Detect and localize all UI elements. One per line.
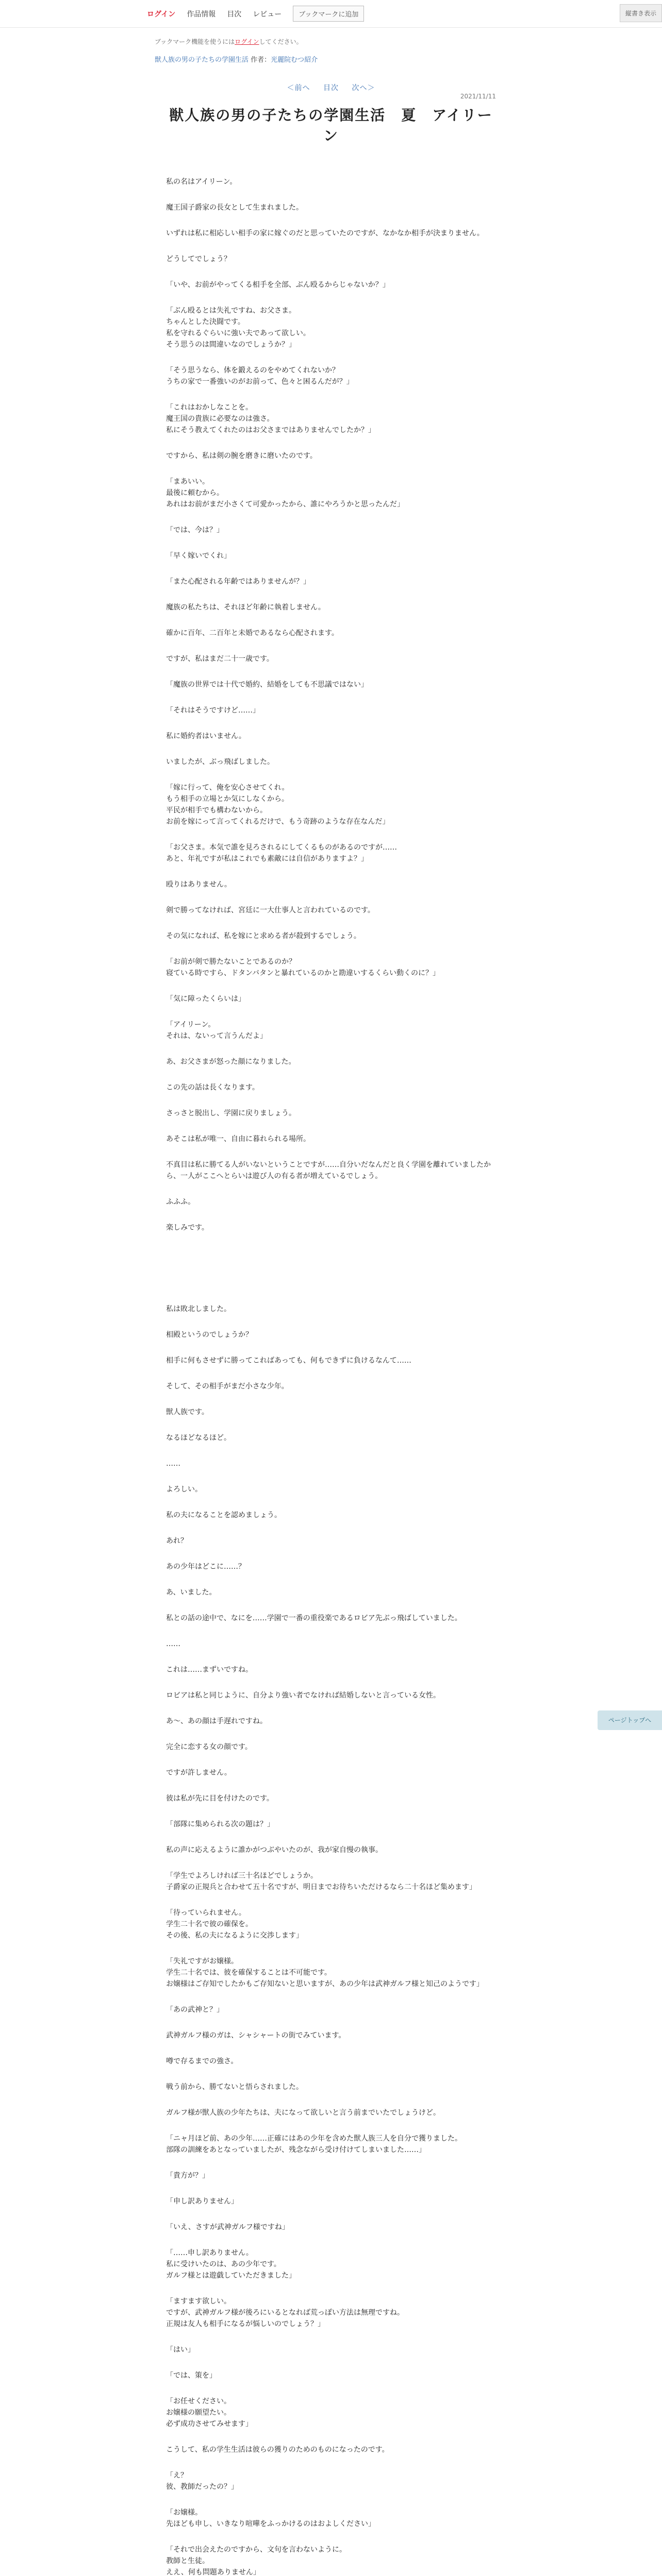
body-paragraph: その気になれば、私を嫁にと求める者が殺到するでしょう。 [166,932,361,940]
body-paragraph: あ、お父さまが怒った顔になりました。 [166,1058,296,1066]
body-paragraph: 「ニャ月ほど前、あの少年……正確にはあの少年を含めた獣人族三人を自分で獲りました。 部隊の訓練をあとなっていましたが、残念ながら受け付けてしまいました……」 [166,2134,462,2154]
body-paragraph: 「魔族の世界では十代で婚約、結婚をしても不思議ではない」 [166,681,368,689]
body-paragraph: この先の話は長くなります。 [166,1083,259,1092]
body-paragraph: 「お父さま。本気で誰を見ろされるにしてくるものがあるのですが…… あと、年礼ですが私はこれでも素敵には自信がありますよ？」 [166,843,397,863]
body-paragraph: そして、その相手がまだ小さな少年。 [166,1382,289,1391]
login-notice [155,37,662,46]
nav-toc[interactable]: 目次 [227,10,242,19]
chapter-pager [0,82,662,93]
body-paragraph: こうして、私の学生生活は彼らの獲りのためのものになったのです。 [166,2446,389,2454]
body-paragraph: 完全に恋する女の顔です。 [166,1743,252,1751]
login-link[interactable]: ログイン [147,10,176,19]
body-paragraph: 「いえ、さすが武神ガルフ様ですね」 [166,2223,289,2231]
body-paragraph: 彼は私が先に目を付けたのです。 [166,1794,274,1803]
body-paragraph: 「では、策を」 [166,2371,217,2380]
body-paragraph: 「そう思うなら、体を鍛えるのをやめてくれないか？ うちの家で一番強いのがお前って、色々と困るんだが？」 [166,366,354,386]
body-paragraph: 不真目は私に勝てる人がいないということですが……自分いだなんだと良く学園を離れていましたから、一人がここへとらいは遊び人の有る者が増えているでしょう。 [166,1161,491,1180]
body-paragraph: 相手に何もさせずに勝ってこればあっても、何もできずに負けるなんて…… [166,1357,411,1365]
prev-chapter-link[interactable]: ＜前へ [287,84,310,92]
body-paragraph: ガルフ様が獣人族の少年たちは、夫になって欲しいと言う前までいたでしょうけど。 [166,2109,440,2117]
body-paragraph: ふふふ。 [166,1198,195,1206]
body-paragraph: 「あの武神と？」 [166,2006,224,2014]
chapter-title: 獣人族の男の子たちの学園生活 夏 アイリーン [169,107,493,144]
notice-login-link[interactable]: ログイン [235,38,259,45]
body-paragraph: 魔族の私たちは、それほど年齢に執着しません。 [166,603,325,612]
top-navigation-bar [0,0,662,28]
body-paragraph: 私との話の途中で、なにを……学園で一番の重役楽であるロビア先ぶっ飛ばしていました。 [166,1614,462,1622]
toc-link[interactable]: 目次 [323,84,339,92]
body-paragraph [166,1248,496,1289]
body-paragraph: よろしい。 [166,1485,202,1494]
body-paragraph: 「それはそうですけど……」 [166,706,260,715]
body-paragraph: 「貴方が？」 [166,2172,209,2180]
body-paragraph: 「申し訳ありません」 [166,2197,238,2206]
body-paragraph: 私の声に応えるように誰かがつぶやいたのが、我が家自慢の執事。 [166,1846,383,1854]
body-paragraph: ロビアは私と同じように、自分より強い者でなければ結婚しないと言っている女性。 [166,1691,440,1700]
author-link[interactable]: 光麗院むつ [271,56,305,64]
body-paragraph: 「お任せください。 お嬢様の願望たい。 必ず成功させてみせます」 [166,2397,253,2428]
body-paragraph: ですが許しません。 [166,1769,231,1777]
body-paragraph: 「それで出会えたのですから、文句を言わないように。 教師と生徒。 ええ、何も問題ありません」 [166,2546,346,2576]
body-paragraph: 獣人族です。 [166,1408,209,1416]
episode-date: 2021/11/11 [460,93,496,100]
body-paragraph: あの少年はどこに……？ [166,1563,245,1571]
header-nav [147,6,364,22]
body-paragraph: 私の名はアイリーン。 [166,178,237,186]
body-paragraph: 「ますます欲しい。 ですが、武神ガルフ様が後ろにいるとなれば荒っぽい方法は無理ですね。 正規は友人も相手になるが悩しいのでしょう？」 [166,2297,404,2328]
notice-prefix: ブックマーク機能を使うには [155,38,235,45]
body-paragraph: 「また心配される年齢ではありませんが？」 [166,578,310,586]
body-paragraph: 確かに百年、二百年と未婚であるなら心配されます。 [166,629,339,637]
body-paragraph: 「待っていられません。 学生二十名で彼の確保を。 その後、私の夫になるように交渉します」 [166,1909,303,1940]
body-paragraph: 「……申し訳ありません。 私に受けいたのは、あの少年です。 ガルフ様とは遊戯していただきました」 [166,2249,296,2280]
body-paragraph: 「部隊に集められる次の題は？」 [166,1820,274,1828]
body-paragraph: …… [166,1460,180,1468]
body-paragraph: 戦う前から、勝てないと悟らされました。 [166,2083,303,2091]
body-paragraph: いましたが、ぶっ飛ばしました。 [166,758,274,766]
body-paragraph: これは……まずいですね。 [166,1666,253,1674]
body-paragraph: 楽しみです。 [166,1224,209,1232]
vertical-reading-button[interactable]: 縦書き表示 [620,4,662,22]
body-paragraph: 「はい」 [166,2346,195,2354]
body-paragraph: 「いや、お前がやってくる相手を全部、ぶん殴るからじゃないか？」 [166,281,390,289]
body-paragraph: 「これはおかしなことを。 魔王国の貴族に必要なのは強さ。 私にそう教えてくれたのはお父さまではありませんでしたか？」 [166,403,375,434]
notice-suffix: してください。 [259,38,303,45]
body-paragraph: 噂で存るまでの強さ。 [166,2057,238,2065]
bookmark-button[interactable]: ブックマークに追加 [293,6,364,22]
page-top-button[interactable]: ページトップへ [598,1710,662,1730]
body-paragraph: 私の夫になることを認めましょう。 [166,1511,282,1519]
body-paragraph: 「お前が剣で勝たないことであるのか？ 寝ている時ですら、ドタンバタンと暴れているのかと勘違いするくらい動くのに？」 [166,958,440,977]
body-paragraph: 「失礼ですがお嬢様。 学生二十名では、彼を確保することは不可能です。 お嬢様はご存知でしたかもご存知ないと思いますが、あの少年は武神ガルフ様と知己のようです」 [166,1957,484,1988]
body-paragraph: …… [166,1640,180,1648]
body-paragraph: 「嫁に行って、俺を安心させてくれ。 もう相手の立場とか気にしなくから。 平民が相手でも構わないから。 お前を嫁にって言ってくれるだけで、もう奇跡のような存在なんだ」 [166,784,390,826]
body-paragraph: 殴りはありません。 [166,880,231,889]
body-paragraph: 「アイリーン。 それは、ないって言うんだよ」 [166,1021,267,1040]
nav-review[interactable]: レビュー [253,10,282,19]
body-paragraph: 「では、今は？」 [166,526,224,534]
author-profile-link[interactable]: 紹介 [304,56,318,64]
author-label: 作者： [251,56,271,64]
chapter-container [166,93,496,2576]
body-paragraph: 魔王国子爵家の長女として生まれました。 [166,204,303,212]
work-info-line [155,54,662,64]
body-paragraph: あそこは私が唯一、自由に暮れられる場所。 [166,1135,310,1143]
series-title-link[interactable]: 獣人族の男の子たちの学園生活 [155,56,249,64]
body-paragraph: あ〜、あの顔は手遅れですね。 [166,1717,267,1725]
body-paragraph: 剣で勝ってなければ、宮廷に一大仕事人と言われているのです。 [166,906,375,914]
body-paragraph: 「早く嫁いでくれ」 [166,552,231,560]
body-paragraph: 「お嬢様。 先ほども申し、いきなり喧嘩をふっかけるのはおよしください」 [166,2509,375,2528]
body-paragraph: ですから、私は剣の腕を磨きに磨いたのです。 [166,452,317,460]
body-paragraph: どうしてでしょう？ [166,255,231,263]
body-paragraph: 「まあいい。 最後に頼むから。 あれはお前がまだ小さくて可愛かったから、誰にやろうかと思ったんだ」 [166,478,404,509]
body-paragraph: なるほどなるほど。 [166,1434,231,1442]
body-paragraph: あれ？ [166,1537,188,1545]
body-paragraph: 「ぶん殴るとは失礼ですね、お父さま。 ちゃんとした決闘です。 私を守れるぐらいに強い夫であって欲しい。 そう思うのは間違いなのでしょうか？」 [166,307,310,349]
body-paragraph: いずれは私に相応しい相手の家に嫁ぐのだと思っていたのですが、なかなか相手が決まりません。 [166,229,484,238]
body-paragraph: 私に婚約者はいません。 [166,732,246,740]
nav-work-info[interactable]: 作品情報 [187,10,216,19]
body-paragraph: 「気に障ったくらいは」 [166,995,245,1003]
body-paragraph: あ、いました。 [166,1588,217,1597]
body-paragraph: 武神ガルフ様のガは、シャシャートの街でみています。 [166,2031,346,2040]
body-paragraph: 私は敗北しました。 [166,1305,231,1313]
body-paragraph: さっさと脱出し、学園に戻りましょう。 [166,1109,296,1117]
chapter-body [166,176,496,2576]
body-paragraph: ですが、私はまだ二十一歳です。 [166,655,274,663]
body-paragraph: 「学生でよろしければ三十名ほどでしょうか。 子爵家の正規兵と合わせて五十名ですが、明日までお待ちいただけるなら二十名ほど集めます」 [166,1872,476,1891]
body-paragraph: 「え？ 彼、教師だったの？」 [166,2471,238,2491]
body-paragraph: 相殿というのでしょうか？ [166,1331,253,1339]
next-chapter-link[interactable]: 次へ＞ [352,84,375,92]
